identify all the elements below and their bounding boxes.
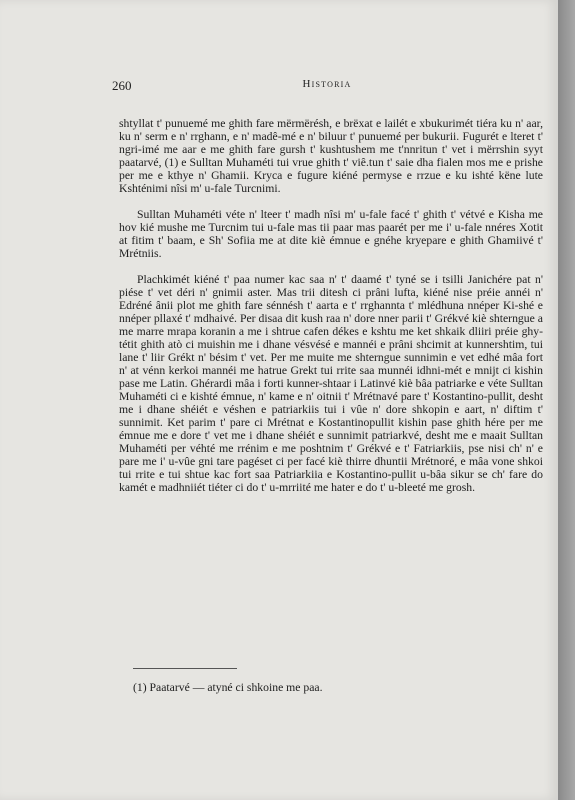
paragraph: Plachkimét kiéné t' paa numer kac saa n' t' daamé t' tyné se i tsilli Janichére pat n' piése t' vet déri n' gnimii aster. Mas trii ditesh ci prâni lufta, kiéné nise préie annéi n' Edréné ânii plot me ghith fare sénnésh t' aarta e t' rrghannta t' mlédhuna nnéper Ki-shé e nnéper pllaxé t' mdhaivé. Per disaa dit kush raa n' dore nner parii t' Grékvé kiè shterngue a me marre mrapa koranin a me i shtrue cafen dékes e kshtu me ket shkaik dliiri préie ghy-tétit ghith atò ci muishin me i dhane vésvésé e mannéi e prâni shcimit at kunnershtim, tui lane t' liir Grékt n' bésim t' vet. Per me muite me shterngue sunnimin e vet edhé mâa fort n' at vénn kerkoi mannéi me hatrue Grekt tui rrite saa munnéi idhni-mét e mnijt ci kishin pase me Latin. Ghérardi mâa i forti kunner-shtaar i Latinvé kiè bâa patriarke e véte Sulltan Muhaméti ci e kishté émnue, n' kame e n' oitnii t' Mrétnavé pare t' Kostantino-pullit, desht me i dhane shéiét e véshen e patriarkiis tui i vûe n' dore shkopin e aart, n' diftim t' sunnimit. Ket parim t' pare ci Mrétnat e Kostantinopullit kishin pase ghith hére per me émnue me e dore t' vet me i dhane shéiét e sunnimit patriarkvé, desht me e maait Sulltan Muhaméti per véhté me rrénim e me poshtnim t' Grékvé e t' Fatriarkiis, pse nisi ch' n' e pare me i' u-vûe gni tare pagéset ci per facé kiè thirre dhuntii Mrétnoré, e mâa vone shkoi tui rrite e tui shtue kac fort saa Patriarkiia e Kostantino-pullit u-bâa sikur se ch' fare do kamét e madhniiét tiéter ci do t' u-mrriité me hater e do t' u-bleeté me grosh. [119, 273, 543, 494]
page-number: 260 [112, 78, 132, 93]
paragraph-continued: shtyllat t' punuemé me ghith fare mërmërésh, e brëxat e lailét e xbukurimét tiéra ku n' aar, ku n' serm e n' rrghann, e n' madê-mé e n' biluur t' punuemé per bukurii. Fugurét e lteret t' ngri-imé me aar e me ghith fare gursh t' kushtushem me t'nnritun t' vet i mërrshin syyt paatarvé, (1) e Sulltan Muhaméti tui vrue ghith t' viê.tun t' saie dha fialen mos me e prishe per me e kthye n' Ghamii. Kryca e fugure kiéné permyse e rrzue e ku ishté këne lute Kshténimi nîsi m' u-fale Turcnimi. [119, 117, 543, 195]
running-head: Historia [302, 78, 352, 90]
page-header [112, 78, 542, 94]
footnote-rule [133, 668, 237, 669]
footnote: (1) Paatarvé — atyné ci shkoine me paa. [133, 681, 323, 694]
paragraph: Sulltan Muhaméti véte n' lteer t' madh nîsi m' u-fale facé t' ghith t' vétvé e Kisha me hov kié mushe me Turcnim tui u-fale mas tii paar mas paarét per me i' u-fale nnéres Xotit at fitim t' baam, e Sh' Sofiia me at dite kiè émnue e gnéhe kryepare e ghith Ghamiivé t' Mrétniis. [119, 208, 543, 260]
body-text [119, 117, 543, 494]
page-edge [558, 0, 575, 800]
